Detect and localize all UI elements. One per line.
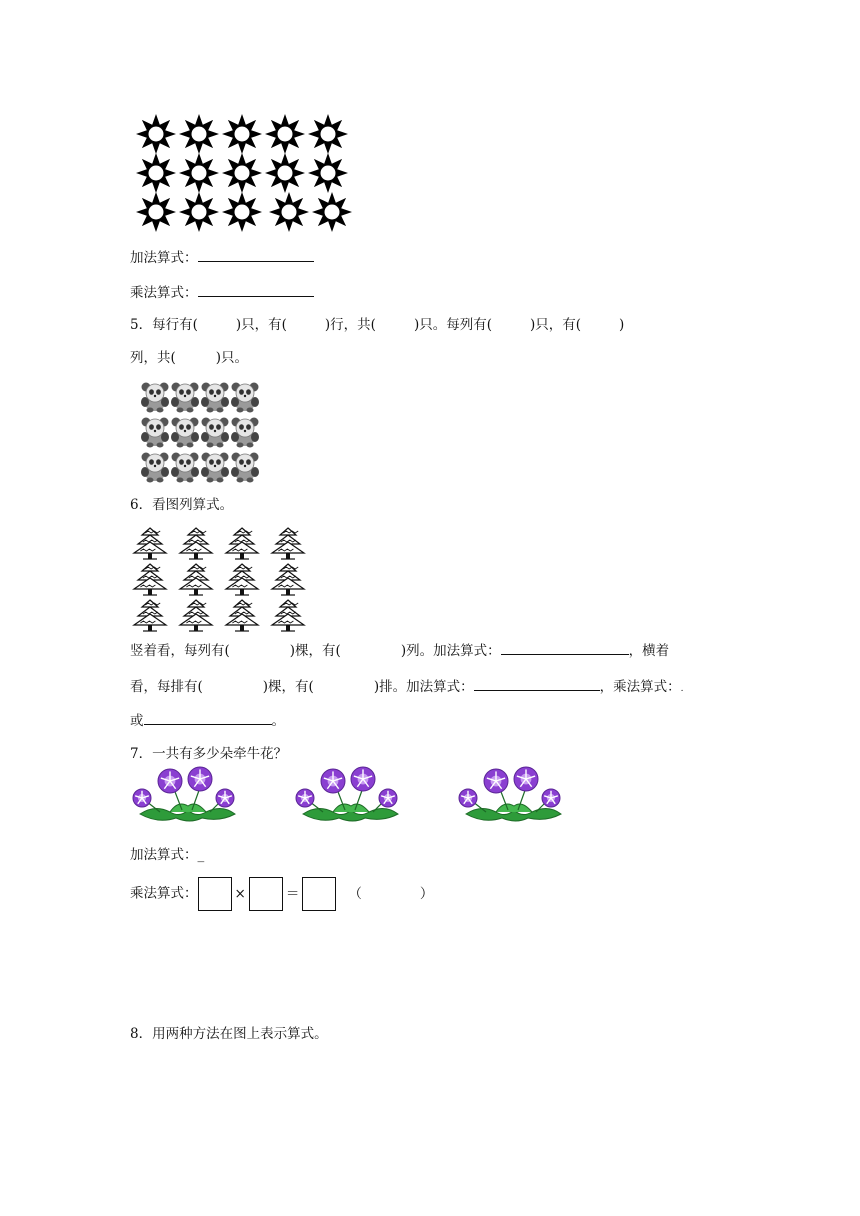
q5-text-b: )只，有( (235, 317, 287, 333)
q5-text-h: )只。 (215, 350, 249, 366)
black-flower-icon (308, 153, 348, 193)
black-flower-icon (222, 114, 262, 154)
panda-grid (140, 380, 264, 484)
snow-tree-icon (134, 528, 166, 559)
panda-icon (231, 383, 259, 413)
q4-add-label: 加法算式： (130, 250, 198, 266)
q6-text-j: 或 (130, 713, 144, 729)
black-flower-icon (179, 192, 219, 232)
snow-tree-icon (134, 564, 166, 595)
q5-text-f: ) (619, 317, 625, 333)
morning-glory-icon (296, 767, 398, 821)
equals-sign: ＝ (285, 885, 300, 902)
black-flower-icon (136, 114, 176, 154)
flower-grid (134, 114, 354, 234)
panda-icon (171, 383, 199, 413)
morning-glory-groups (130, 766, 570, 826)
snow-tree-icon (180, 600, 212, 631)
q7-add-label: 加法算式： (130, 847, 198, 863)
panda-icon (231, 418, 259, 448)
q6-title: 6．看图列算式。 (130, 497, 234, 513)
tree-grid (132, 525, 312, 633)
morning-glory-icon (133, 767, 235, 821)
q8-title: 8．用两种方法在图上表示算式。 (130, 1026, 328, 1042)
panda-icon (201, 383, 229, 413)
q4-add-blank[interactable] (198, 247, 314, 262)
q6-line2 (130, 676, 683, 699)
q6-add-blank-2[interactable] (474, 676, 600, 691)
panda-icon (231, 453, 259, 483)
q4-mul-blank[interactable] (198, 282, 314, 297)
q7-mul-label: 乘法算式： (130, 885, 198, 902)
black-flower-icon (265, 114, 305, 154)
q6-text-i: . (680, 684, 684, 694)
snow-tree-icon (226, 600, 258, 631)
panda-icon (171, 418, 199, 448)
black-flower-icon (136, 192, 176, 232)
panda-icon (171, 453, 199, 483)
q7-box-1[interactable] (198, 877, 232, 911)
q6-line3 (130, 710, 285, 731)
q5-text-a: 5．每行有( (130, 317, 198, 333)
q5-line1 (130, 315, 624, 335)
q7-title: 7．一共有多少朵牵牛花？ (130, 746, 288, 762)
q6-text-k: 。 (271, 713, 285, 729)
q6-text-e: 看，每排有( (130, 679, 203, 695)
panda-icon (201, 453, 229, 483)
panda-icon (141, 418, 169, 448)
morning-glory-icon (459, 767, 561, 821)
paren-open: （ (348, 885, 362, 902)
snow-tree-icon (134, 600, 166, 631)
black-flower-icon (269, 192, 309, 232)
q6-text-c: )列。加法算式： (400, 643, 501, 659)
q4-add-line (130, 247, 314, 268)
black-flower-icon (179, 153, 219, 193)
black-flower-icon (222, 153, 262, 193)
snow-tree-icon (272, 564, 304, 595)
q7-add-line (130, 845, 204, 865)
q6-text-b: )棵，有( (289, 643, 341, 659)
q5-line2 (130, 348, 248, 368)
snow-tree-icon (272, 528, 304, 559)
q7-box-2[interactable] (249, 877, 283, 911)
paren-close: ） (419, 885, 434, 902)
q6-text-g: )排。加法算式： (373, 679, 474, 695)
snow-tree-icon (226, 564, 258, 595)
black-flower-icon (308, 114, 348, 154)
snow-tree-icon (226, 528, 258, 559)
q5-text-g: 列，共( (130, 350, 176, 366)
black-flower-icon (265, 153, 305, 193)
q6-add-blank-1[interactable] (501, 640, 629, 655)
q7-mul-line (130, 876, 436, 911)
q6-line1 (130, 640, 669, 661)
q4-mul-line (130, 282, 314, 303)
q6-mul-blank[interactable] (144, 710, 272, 725)
q4-mul-label: 乘法算式： (130, 285, 198, 301)
black-flower-icon (222, 192, 262, 232)
q6-text-d: ，横着 (628, 643, 670, 659)
q7-box-3[interactable] (302, 877, 336, 911)
q5-text-e: )只，有( (530, 317, 582, 333)
q6-text-a: 竖着看，每列有( (130, 643, 230, 659)
q7-add-blank[interactable]: _ (197, 847, 205, 863)
q6-text-h: ，乘法算式： (599, 679, 681, 695)
q5-text-c: )行，共( (324, 317, 376, 333)
black-flower-icon (136, 153, 176, 193)
q5-text-d: )只。每列有( (413, 317, 492, 333)
panda-icon (201, 418, 229, 448)
black-flower-icon (312, 192, 352, 232)
snow-tree-icon (180, 564, 212, 595)
q6-text-f: )棵，有( (262, 679, 314, 695)
snow-tree-icon (272, 600, 304, 631)
black-flower-icon (179, 114, 219, 154)
times-sign: × (234, 885, 246, 902)
panda-icon (141, 383, 169, 413)
panda-icon (141, 453, 169, 483)
snow-tree-icon (180, 528, 212, 559)
